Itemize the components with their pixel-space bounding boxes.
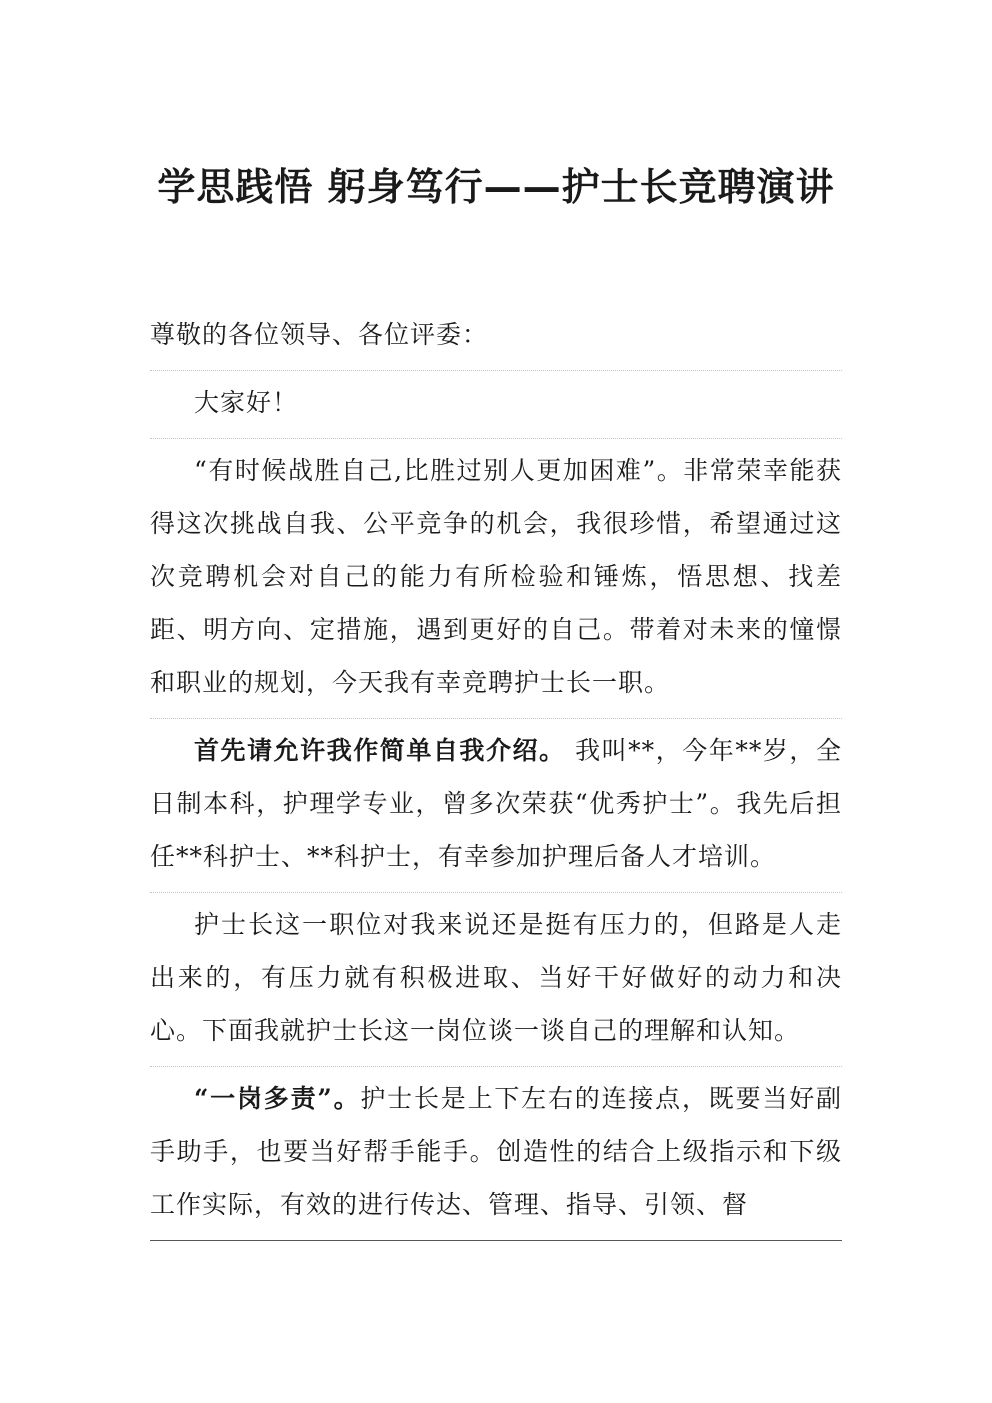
greeting: 大家好！: [194, 388, 299, 417]
paragraph-2-lead: 首先请允许我作简单自我介绍。: [194, 736, 566, 765]
paragraph-3: 护士长这一职位对我来说还是挺有压力的，但路是人走出来的，有压力就有积极进取、当好干好做好的动力和决心。下面我就护士长这一岗位谈一谈自己的理解和认知。: [150, 910, 842, 1045]
salutation-block: [150, 303, 842, 371]
paragraph-2-body: 我叫**，今年**岁，全日制本科，护理学专业，曾多次荣获“优秀护士”。我先后担任**科护士、**科护士，有幸参加护理后备人才培训。: [150, 736, 842, 871]
paragraph-1-block: [150, 439, 842, 719]
paragraph-4: [150, 1072, 842, 1231]
paragraph-4-body: 护士长是上下左右的连接点，既要当好副手助手，也要当好帮手能手。创造性的结合上级指示和下级工作实际，有效的进行传达、管理、指导、引领、督: [150, 1084, 842, 1219]
document-title: 学思践悟 躬身笃行——护士长竞聘演讲: [157, 165, 835, 209]
document-body: [150, 303, 842, 1241]
paragraph-2: [150, 724, 842, 883]
paragraph-4-block: [150, 1067, 842, 1241]
paragraph-3-block: [150, 893, 842, 1067]
paragraph-2-block: [150, 719, 842, 893]
greeting-block: [150, 371, 842, 439]
paragraph-1: “有时候战胜自己,比胜过别人更加困难”。非常荣幸能获得这次挑战自我、公平竞争的机会，我很珍惜，希望通过这次竞聘机会对自己的能力有所检验和锤炼，悟思想、找差距、明方向、定措施，遇到更好的自己。带着对未来的憧憬和职业的规划，今天我有幸竞聘护士长一职。: [150, 456, 842, 697]
salutation: 尊敬的各位领导、各位评委：: [150, 320, 489, 349]
paragraph-4-lead: “一岗多责”。: [194, 1084, 361, 1113]
